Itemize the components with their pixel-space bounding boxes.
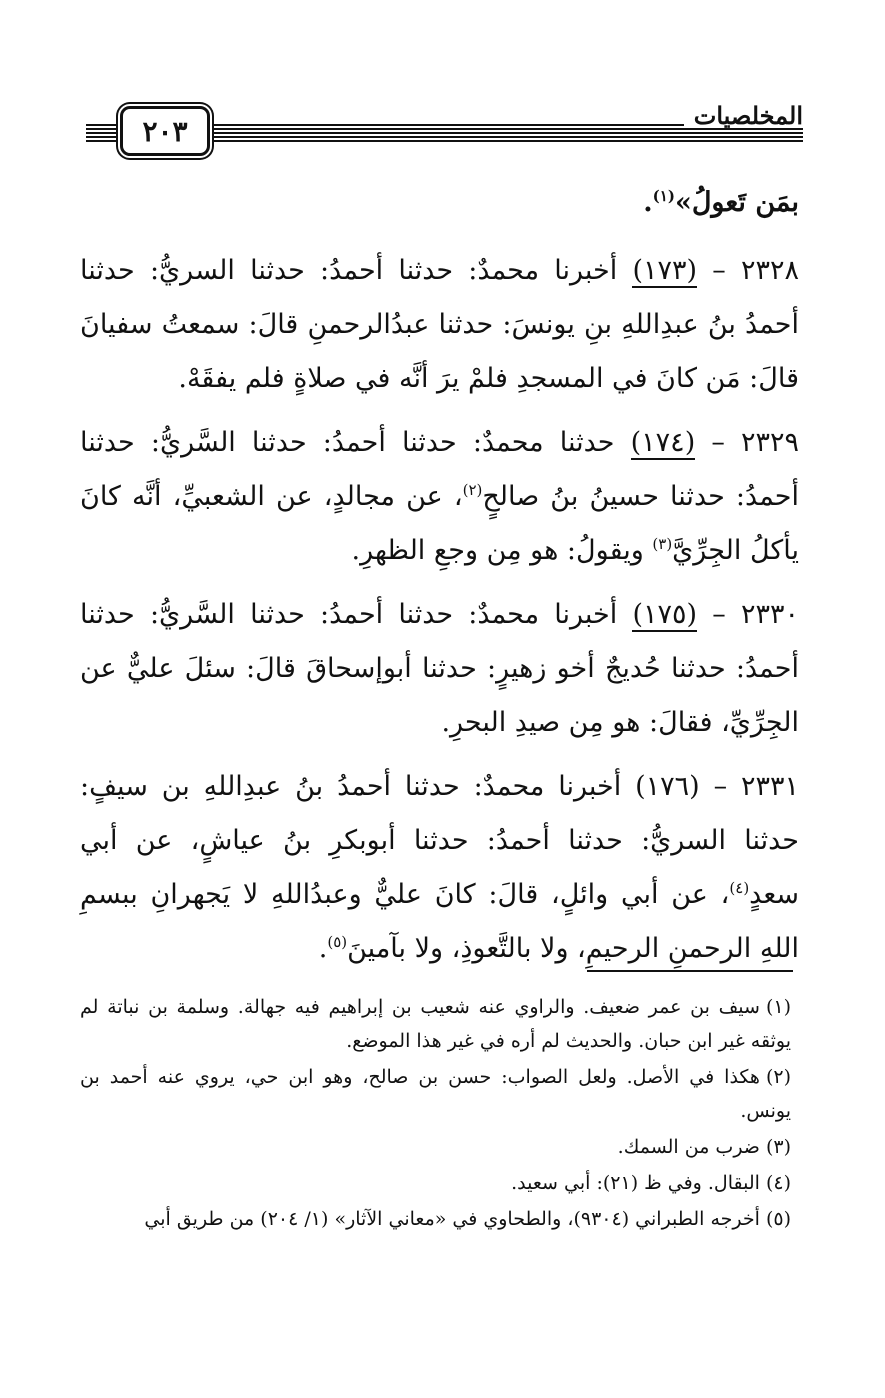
hadith-2330: [80, 588, 799, 750]
page-header: [86, 101, 803, 154]
footnote-mark: (٣): [765, 1136, 791, 1158]
footnote-text: هكذا في الأصل. ولعل الصواب: حسن بن صالح، وهو ابن حي، يروي عنه أحمد بن يونس.: [80, 1066, 791, 1122]
footnote-text: سيف بن عمر ضعيف. والراوي عنه شعيب بن إبراهيم فيه جهالة. وسلمة بن نباتة لم يوثقه غير ابن حبان. والحديث لم أره في غير هذا الموضع.: [80, 996, 791, 1052]
hadith-number: ٢٣٢٩ –: [695, 427, 799, 458]
hadith-text: ، عن مجالدٍ، عن الشعبيِّ، أنَّه كانَ يأكلُ الجِرِّيَّ: [80, 481, 799, 566]
footnote-text: البقال. وفي ظ (٢١): أبي سعيد.: [511, 1172, 760, 1194]
hadith-2328: [80, 244, 799, 406]
footnote-3: [80, 1130, 791, 1164]
hadith-text: أخبرنا محمدٌ: حدثنا أحمدُ: حدثنا السريُّ: حدثنا أحمدُ بنُ عبدِاللهِ بنِ يونسَ: حدثنا عبدُالرحمنِ قالَ: سمعتُ سفيانَ قالَ: مَن كانَ في المسجدِ فلمْ يرَ أنَّه في صلاةٍ فلم يفقَهْ.: [80, 255, 799, 394]
hadith-text: حدثنا محمدٌ: حدثنا أحمدُ: حدثنا السَّريُّ: حدثنا أحمدُ: حدثنا حسينُ بنُ صالحٍ: [80, 427, 799, 512]
hadith-number: ٢٣٣١ –: [699, 771, 799, 802]
sub-number: (١٧٣): [632, 255, 698, 286]
footnote-2: [80, 1060, 791, 1128]
footnote-text: أخرجه الطبراني (٩٣٠٤)، والطحاوي في «معاني الآثار» (١/ ٢٠٤) من طريق أبي: [144, 1208, 760, 1230]
hadith-number: ٢٣٢٨ –: [697, 255, 800, 286]
footnote-mark: (٤): [765, 1172, 791, 1194]
footnote-5: [80, 1202, 791, 1236]
footnote-separator: [587, 970, 793, 972]
page-number: ٢٠٣: [120, 106, 210, 156]
footnote-ref: (٣): [652, 535, 673, 553]
footnote-ref: (٤): [729, 879, 750, 897]
hadith-2331: [80, 760, 799, 976]
hadith-text: .: [318, 933, 328, 964]
hadith-text: أخبرنا محمدٌ: حدثنا أحمدُ بنُ عبدِاللهِ بن سيفٍ: حدثنا السريُّ: حدثنا أحمدُ: حدثنا أبوبكرِ بنُ عياشٍ، عن أبي سعدٍ: [80, 771, 799, 910]
footnote-4: [80, 1166, 791, 1200]
running-title: المخلصيات: [684, 104, 803, 128]
hadith-text: أخبرنا محمدٌ: حدثنا أحمدُ: حدثنا السَّريُّ: حدثنا أحمدُ: حدثنا حُديجٌ أخو زهيرٍ: حدثنا أبوإسحاقَ قالَ: سئلَ عليٌّ عن الجِرِّيِّ، فقالَ: هو مِن صيدِ البحرِ.: [80, 599, 799, 738]
sub-number: (١٧٥): [632, 599, 698, 630]
sub-number: (١٧٦): [635, 771, 700, 802]
carried-text: بمَن تَعولُ»: [674, 187, 799, 218]
footnote-mark: (١): [765, 996, 791, 1018]
hadith-number: ٢٣٣٠ –: [697, 599, 800, 630]
hadith-text: ، عن أبي وائلٍ، قالَ: كانَ عليٌّ وعبدُاللهِ لا يَجهرانِ ببسمِ اللهِ الرحمنِ الرحيمِ، ولا بالتَّعوذِ، ولا بآمينَ: [80, 879, 799, 964]
footnote-text: ضرب من السمك.: [617, 1136, 760, 1158]
footnote-ref: (٥): [327, 933, 348, 951]
carried-end: .: [643, 187, 653, 218]
footnote-mark: (٢): [765, 1066, 791, 1088]
hadith-text: ويقولُ: هو مِن وجعِ الظهرِ.: [351, 535, 653, 566]
sub-number: (١٧٤): [630, 427, 696, 458]
footnote-mark: (٥): [765, 1208, 791, 1230]
carried-line: [80, 176, 799, 230]
hadith-2329: [80, 416, 799, 578]
footnote-1: [80, 990, 791, 1058]
footnote-ref: (١): [652, 187, 675, 205]
footnotes: [80, 990, 791, 1238]
main-text: [80, 176, 799, 986]
footnote-ref: (٢): [462, 481, 483, 499]
